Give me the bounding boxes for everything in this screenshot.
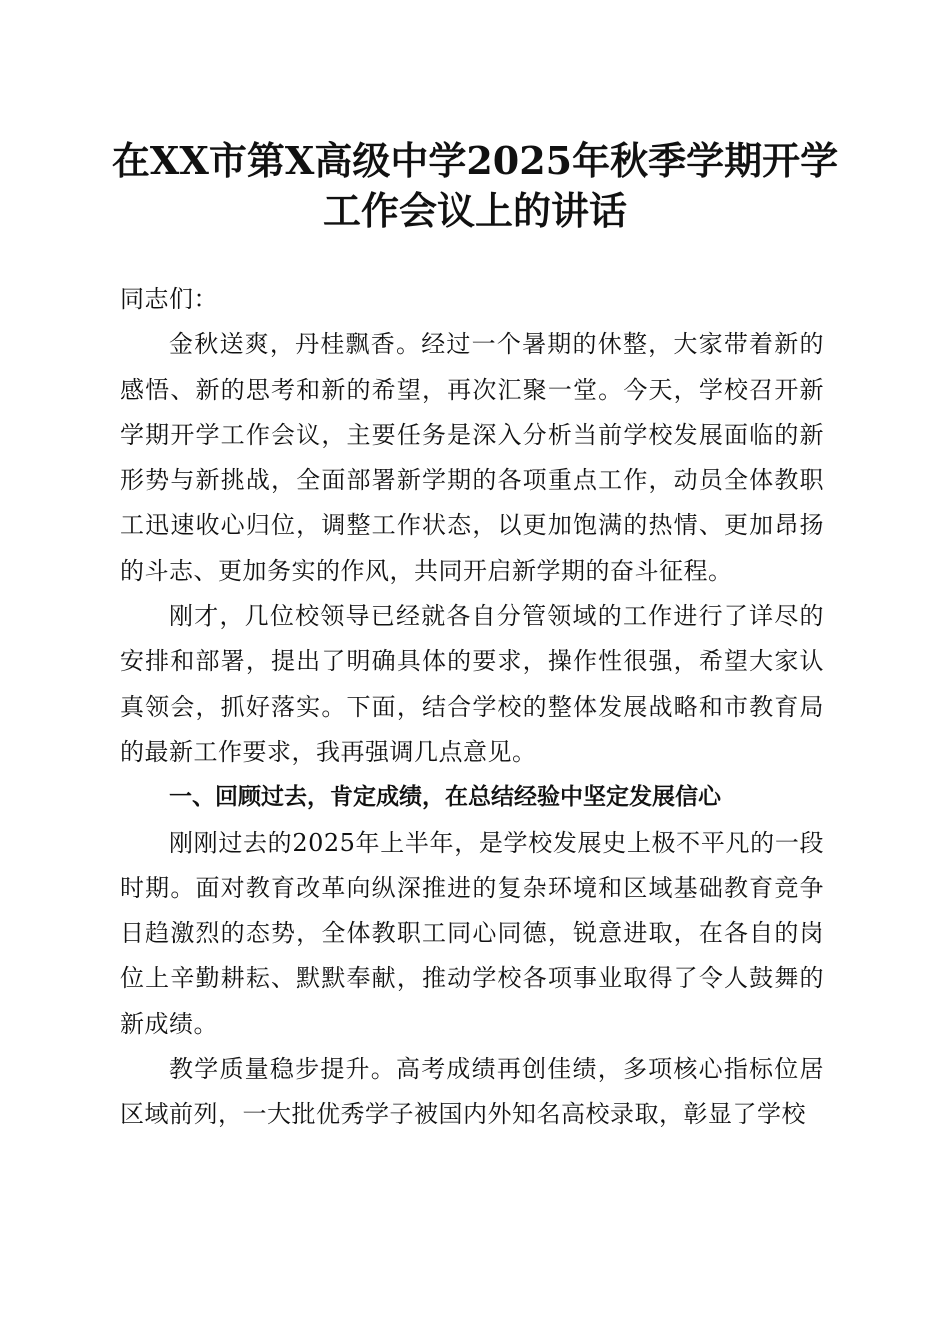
paragraph-opening: 金秋送爽，丹桂飘香。经过一个暑期的休整，大家带着新的感悟、新的思考和新的希望，再次汇聚一堂。今天，学校召开新学期开学工作会议，主要任务是深入分析当前学校发展面临的新形势与新挑战，全面部署新学期的各项重点工作，动员全体教职工迅速收心归位，调整工作状态，以更加饱满的热情、更加昂扬的斗志、更加务实的作风，共同开启新学期的奋斗征程。 bbox=[120, 330, 824, 585]
paragraph-teaching-quality: 教学质量稳步提升。高考成绩再创佳绩，多项核心指标位居区域前列，一大批优秀学子被国内外知名高校录取，彰显了学校 bbox=[120, 1055, 824, 1129]
paragraph-remarks: 刚才，几位校领导已经就各自分管领域的工作进行了详尽的安排和部署，提出了明确具体的要求，操作性很强，希望大家认真领会，抓好落实。下面，结合学校的整体发展战略和市教育局的最新工作要求，我再强调几点意见。 bbox=[120, 602, 824, 766]
document-body bbox=[120, 277, 824, 1138]
paragraph-review: 刚刚过去的2025年上半年，是学校发展史上极不平凡的一段时期。面对教育改革向纵深推进的复杂环境和区域基础教育竞争日趋激烈的态势，全体教职工同心同德，锐意进取，在各自的岗位上辛勤耕耘、默默奉献，推动学校各项事业取得了令人鼓舞的新成绩。 bbox=[120, 828, 824, 1038]
section-heading-1: 一、回顾过去，肯定成绩，在总结经验中坚定发展信心 bbox=[169, 784, 721, 811]
document-title-line-1: 在XX市第X高级中学2025年秋季学期开学 bbox=[111, 138, 839, 183]
salutation: 同志们： bbox=[120, 285, 218, 313]
document-title-line-2: 工作会议上的讲话 bbox=[322, 188, 627, 233]
